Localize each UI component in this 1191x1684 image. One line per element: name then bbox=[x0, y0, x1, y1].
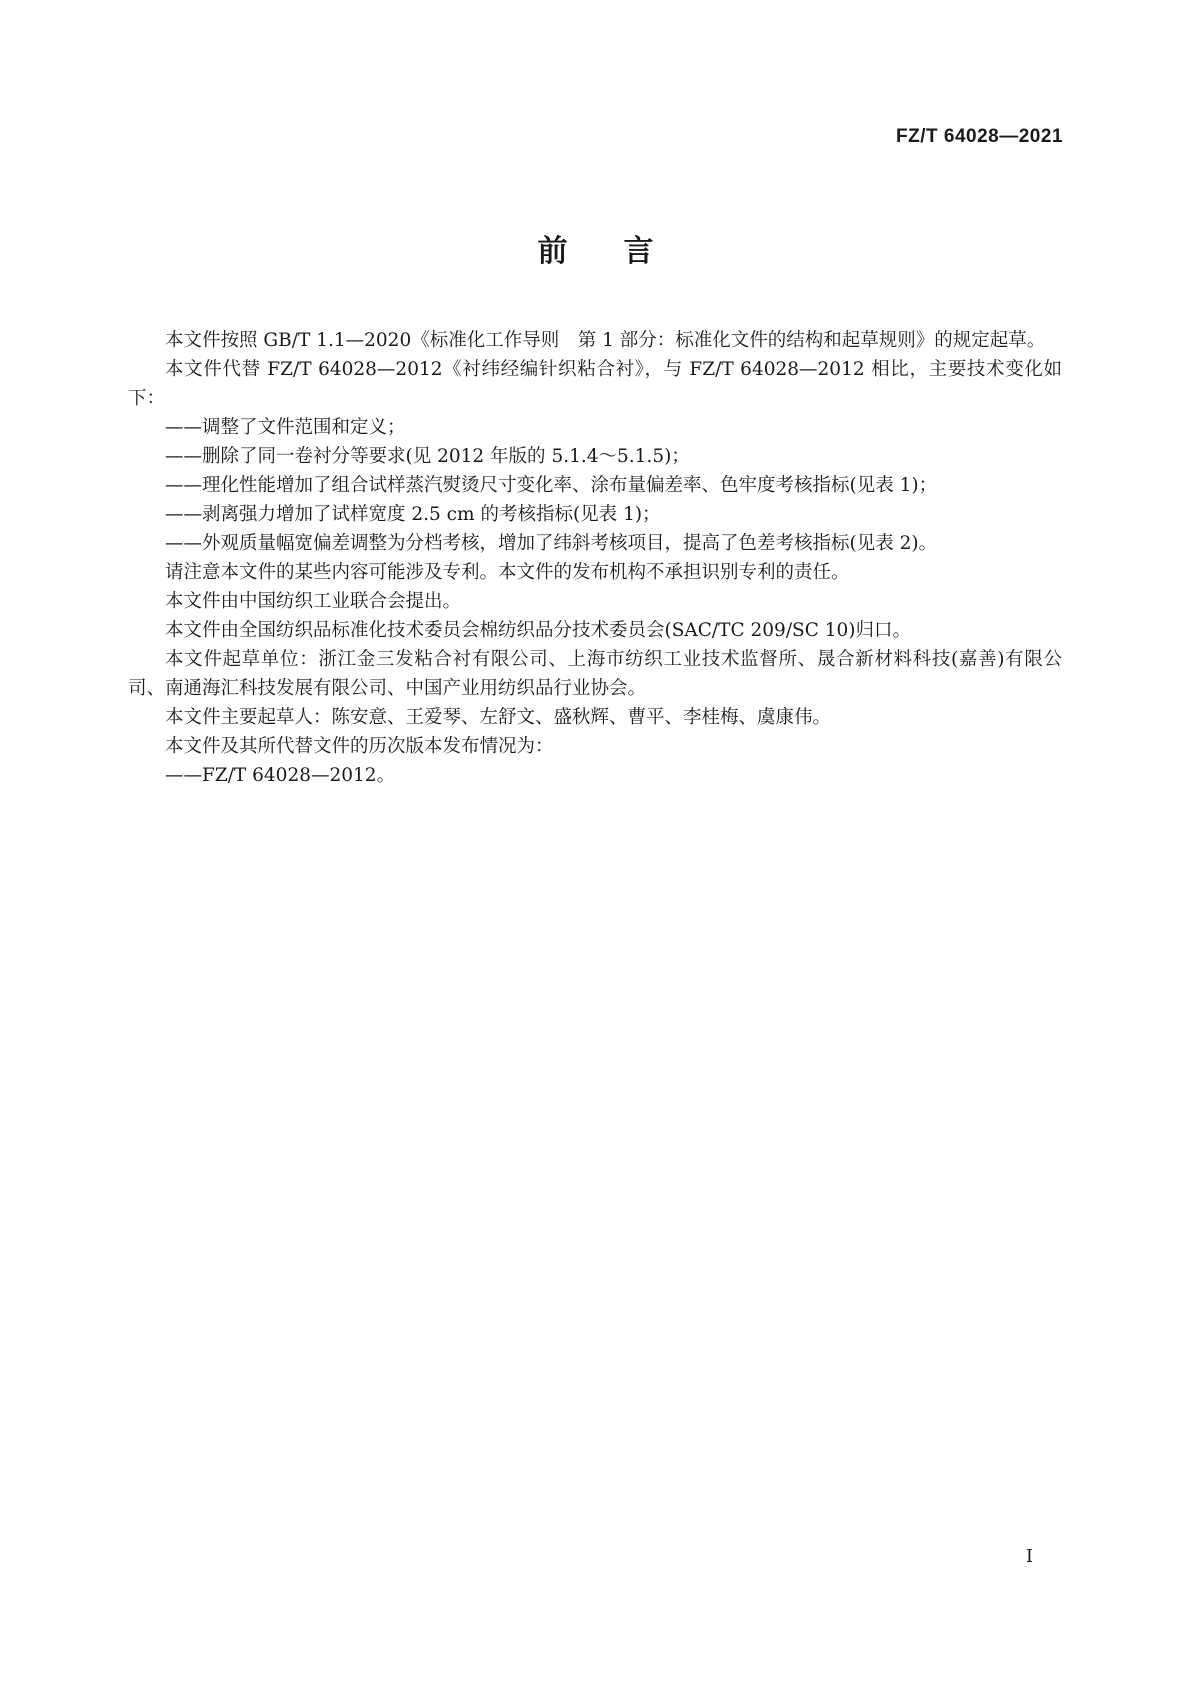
version-item: ——FZ/T 64028—2012。 bbox=[165, 765, 396, 786]
paragraph-drafting-rules: 本文件按照 GB/T 1.1—2020《标准化工作导则 第 1 部分：标准化文件的结构和起草规则》的规定起草。 bbox=[165, 330, 1046, 351]
paragraph-drafting-units: 本文件起草单位：浙江金三发粘合衬有限公司、上海市纺织工业技术监督所、晟合新材料科技(嘉善)有限公司、南通海汇科技发展有限公司、中国产业用纺织品行业协会。 bbox=[128, 649, 1062, 699]
change-item: ——理化性能增加了组合试样蒸汽熨烫尺寸变化率、涂布量偏差率、色牢度考核指标(见表 1)； bbox=[165, 475, 938, 496]
document-body bbox=[128, 326, 1062, 790]
paragraph-version-history: 本文件及其所代替文件的历次版本发布情况为： bbox=[165, 736, 554, 757]
paragraph-patent-notice: 请注意本文件的某些内容可能涉及专利。本文件的发布机构不承担识别专利的责任。 bbox=[165, 562, 850, 583]
standard-code: FZ/T 64028—2021 bbox=[896, 126, 1063, 147]
paragraph-proposer: 本文件由中国纺织工业联合会提出。 bbox=[165, 591, 462, 612]
change-item: ——外观质量幅宽偏差调整为分档考核，增加了纬斜考核项目，提高了色差考核指标(见表 2)。 bbox=[165, 533, 938, 554]
paragraph-replacement: 本文件代替 FZ/T 64028—2012《衬纬经编针织粘合衬》，与 FZ/T 64028—2012 相比，主要技术变化如下： bbox=[128, 359, 1062, 409]
page-number: I bbox=[1025, 1546, 1033, 1567]
change-item: ——调整了文件范围和定义； bbox=[165, 417, 406, 438]
paragraph-drafters: 本文件主要起草人：陈安意、王爱琴、左舒文、盛秋辉、曹平、李桂梅、虞康伟。 bbox=[165, 707, 832, 728]
page-title: 前言 bbox=[537, 234, 710, 269]
paragraph-committee: 本文件由全国纺织品标准化技术委员会棉纺织品分技术委员会(SAC/TC 209/SC 10)归口。 bbox=[165, 620, 912, 641]
change-item: ——剥离强力增加了试样宽度 2.5 cm 的考核指标(见表 1)； bbox=[165, 504, 661, 525]
change-item: ——删除了同一卷衬分等要求(见 2012 年版的 5.1.4～5.1.5)； bbox=[165, 446, 690, 467]
